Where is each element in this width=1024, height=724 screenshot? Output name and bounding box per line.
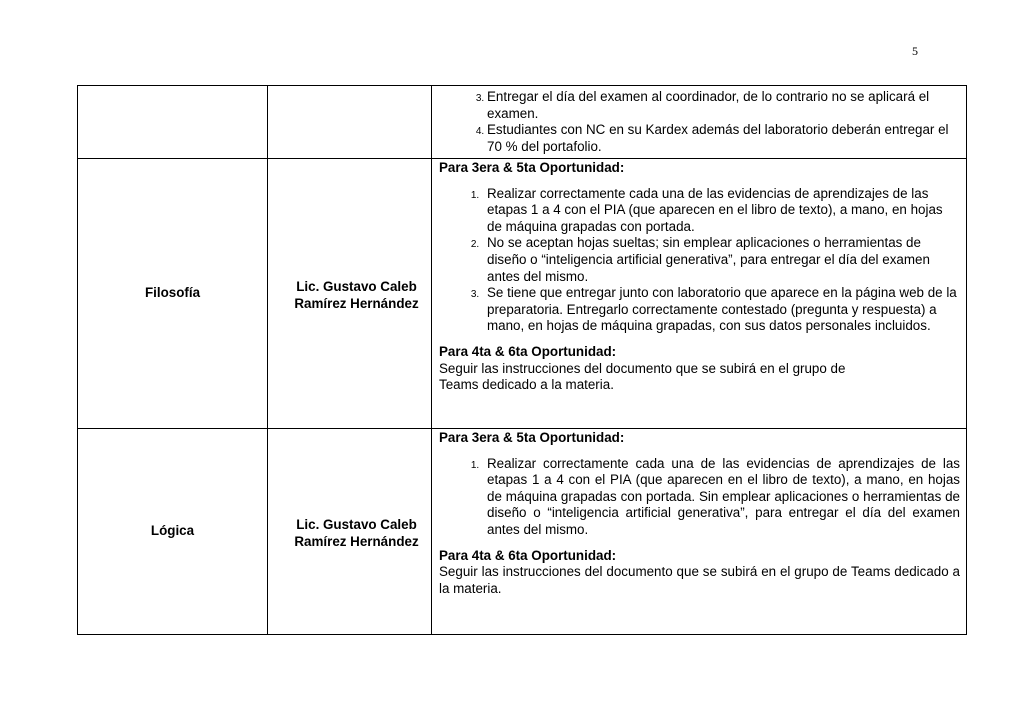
teacher-cell: [268, 86, 432, 159]
requirements-list: [439, 456, 960, 539]
teacher-cell: Lic. Gustavo Caleb Ramírez Hernández: [268, 429, 432, 635]
list-item: 2. No se aceptan hojas sueltas; sin emplear aplicaciones o herramientas de diseño o “inteligencia artificial generativa”, para entregar el día del examen antes del mismo.: [482, 235, 960, 285]
section-text: Seguir las instrucciones del documento que se subirá en el grupo de Teams dedicado a la materia.: [439, 360, 846, 393]
teacher-cell: Lic. Gustavo Caleb Ramírez Hernández: [268, 159, 432, 429]
subject-cell: Lógica: [78, 429, 268, 635]
requirements-cell: [432, 429, 967, 635]
section-heading: Para 4ta & 6ta Oportunidad:: [439, 343, 617, 359]
requirements-list: [439, 186, 960, 335]
list-item: 3. Entregar el día del examen al coordinador, de lo contrario no se aplicará el examen.: [487, 89, 960, 122]
list-item: 4. Estudiantes con NC en su Kardex además del laboratorio deberán entregar el 70 % del portafolio.: [487, 122, 960, 155]
subject-cell: Filosofía: [78, 159, 268, 429]
subject-cell: [78, 86, 268, 159]
requirements-cell: [432, 159, 967, 429]
section-text: Seguir las instrucciones del documento que se subirá en el grupo de Teams dedicado a la materia.: [439, 564, 960, 596]
requirements-list: [439, 89, 960, 155]
section-heading: Para 3era & 5ta Oportunidad:: [439, 430, 625, 445]
page-number: 5: [912, 44, 918, 58]
table-row-filosofia: [78, 159, 967, 429]
section-heading: Para 3era & 5ta Oportunidad:: [439, 160, 625, 175]
table-row-logica: [78, 429, 967, 635]
list-item: 3. Se tiene que entregar junto con laboratorio que aparece en la página web de la preparatoria. Entregarlo correctamente contestado (pregunta y respuesta) a mano, en hojas de máquina grapadas, con sus datos personales incluidos.: [482, 285, 960, 335]
requirements-cell: [432, 86, 967, 159]
table-row-continuation: [78, 86, 967, 159]
section-heading: Para 4ta & 6ta Oportunidad:: [439, 547, 617, 563]
list-item: 1. Realizar correctamente cada una de las evidencias de aprendizajes de las etapas 1 a 4 con el PIA (que aparecen en el libro de texto), a mano, en hojas de máquina grapadas con portada.: [482, 186, 960, 236]
requirements-table: [77, 85, 967, 635]
list-item: 1. Realizar correctamente cada una de las evidencias de aprendizajes de las etapas 1 a 4 con el PIA (que aparecen en el libro de texto), a mano, en hojas de máquina grapadas con portada. Sin emplear aplicaciones o herramientas de diseño o “inteligencia artificial generativa”, para entregar el día del examen antes del mismo.: [482, 456, 960, 539]
